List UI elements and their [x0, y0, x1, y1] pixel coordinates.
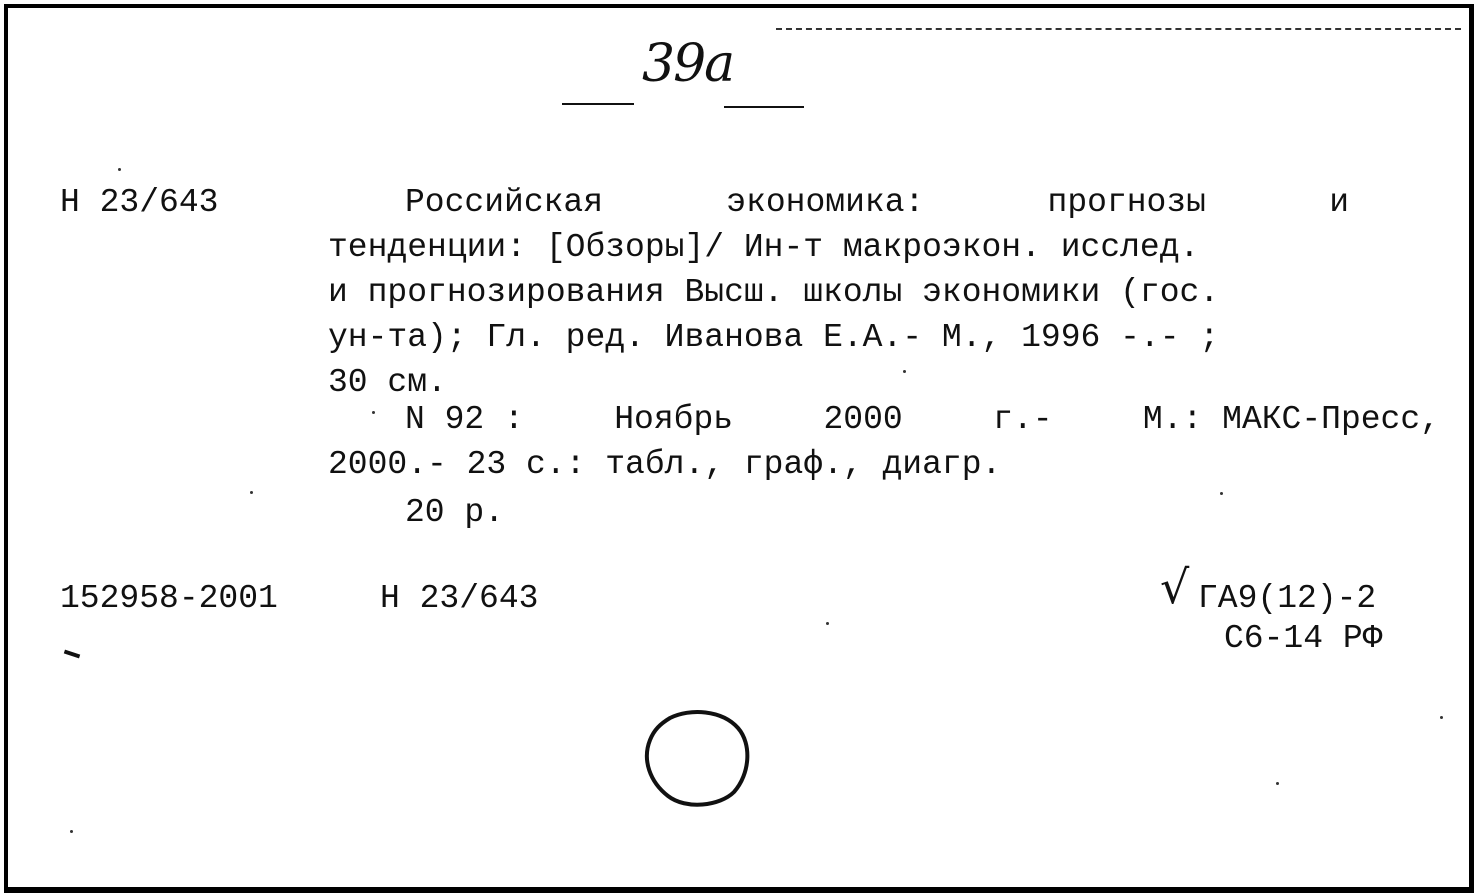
- speck: [118, 168, 121, 171]
- accession-number: 152958-2001: [60, 580, 278, 617]
- issue-part-2: Ноябрь: [614, 401, 734, 438]
- issue-part-4: г.-: [993, 401, 1053, 438]
- speck: [250, 491, 253, 494]
- speck: [1220, 492, 1223, 495]
- underline-right: [724, 106, 804, 108]
- underline-left: [562, 103, 634, 105]
- description-line-2: тенденции: [Обзоры]/ Ин-т макроэкон. исслед.: [328, 229, 1200, 266]
- description-line-5: 30 см.: [328, 364, 447, 401]
- speck: [1440, 716, 1443, 719]
- speck: [70, 830, 73, 833]
- title-word-4: и: [1329, 184, 1349, 221]
- description-line-4: ун-та); Гл. ред. Иванова Е.А.- М., 1996 -.- ;: [328, 319, 1220, 356]
- issue-part-1: N 92 :: [405, 401, 524, 438]
- title-line: [405, 186, 1349, 219]
- speck: [1276, 782, 1279, 785]
- title-word-2: экономика:: [726, 184, 925, 221]
- issue-line-2: 2000.- 23 с.: табл., граф., диагр.: [328, 446, 1002, 483]
- shelfmark: Н 23/643: [60, 184, 219, 221]
- handwritten-number: 39а: [642, 34, 734, 94]
- library-sigla: С6-14 РФ: [1224, 620, 1383, 657]
- title-word-1: Российская: [405, 184, 604, 221]
- issue-line: [405, 403, 1440, 436]
- description-line-3: и прогнозирования Высш. школы экономики (гос.: [328, 274, 1220, 311]
- issue-part-3: 2000: [823, 401, 903, 438]
- title-word-3: прогнозы: [1047, 184, 1206, 221]
- speck: [826, 622, 829, 625]
- check-mark-icon: √: [1160, 560, 1190, 614]
- shelfmark-bottom: Н 23/643: [380, 580, 539, 617]
- price: 20 р.: [405, 494, 505, 531]
- top-rule: [776, 28, 1461, 30]
- speck: [903, 370, 906, 373]
- speck: [372, 411, 375, 414]
- issue-part-5: М.: МАКС-Пресс,: [1142, 401, 1440, 438]
- classification-index: ГА9(12)-2: [1198, 580, 1377, 617]
- punch-hole-icon: [640, 708, 756, 812]
